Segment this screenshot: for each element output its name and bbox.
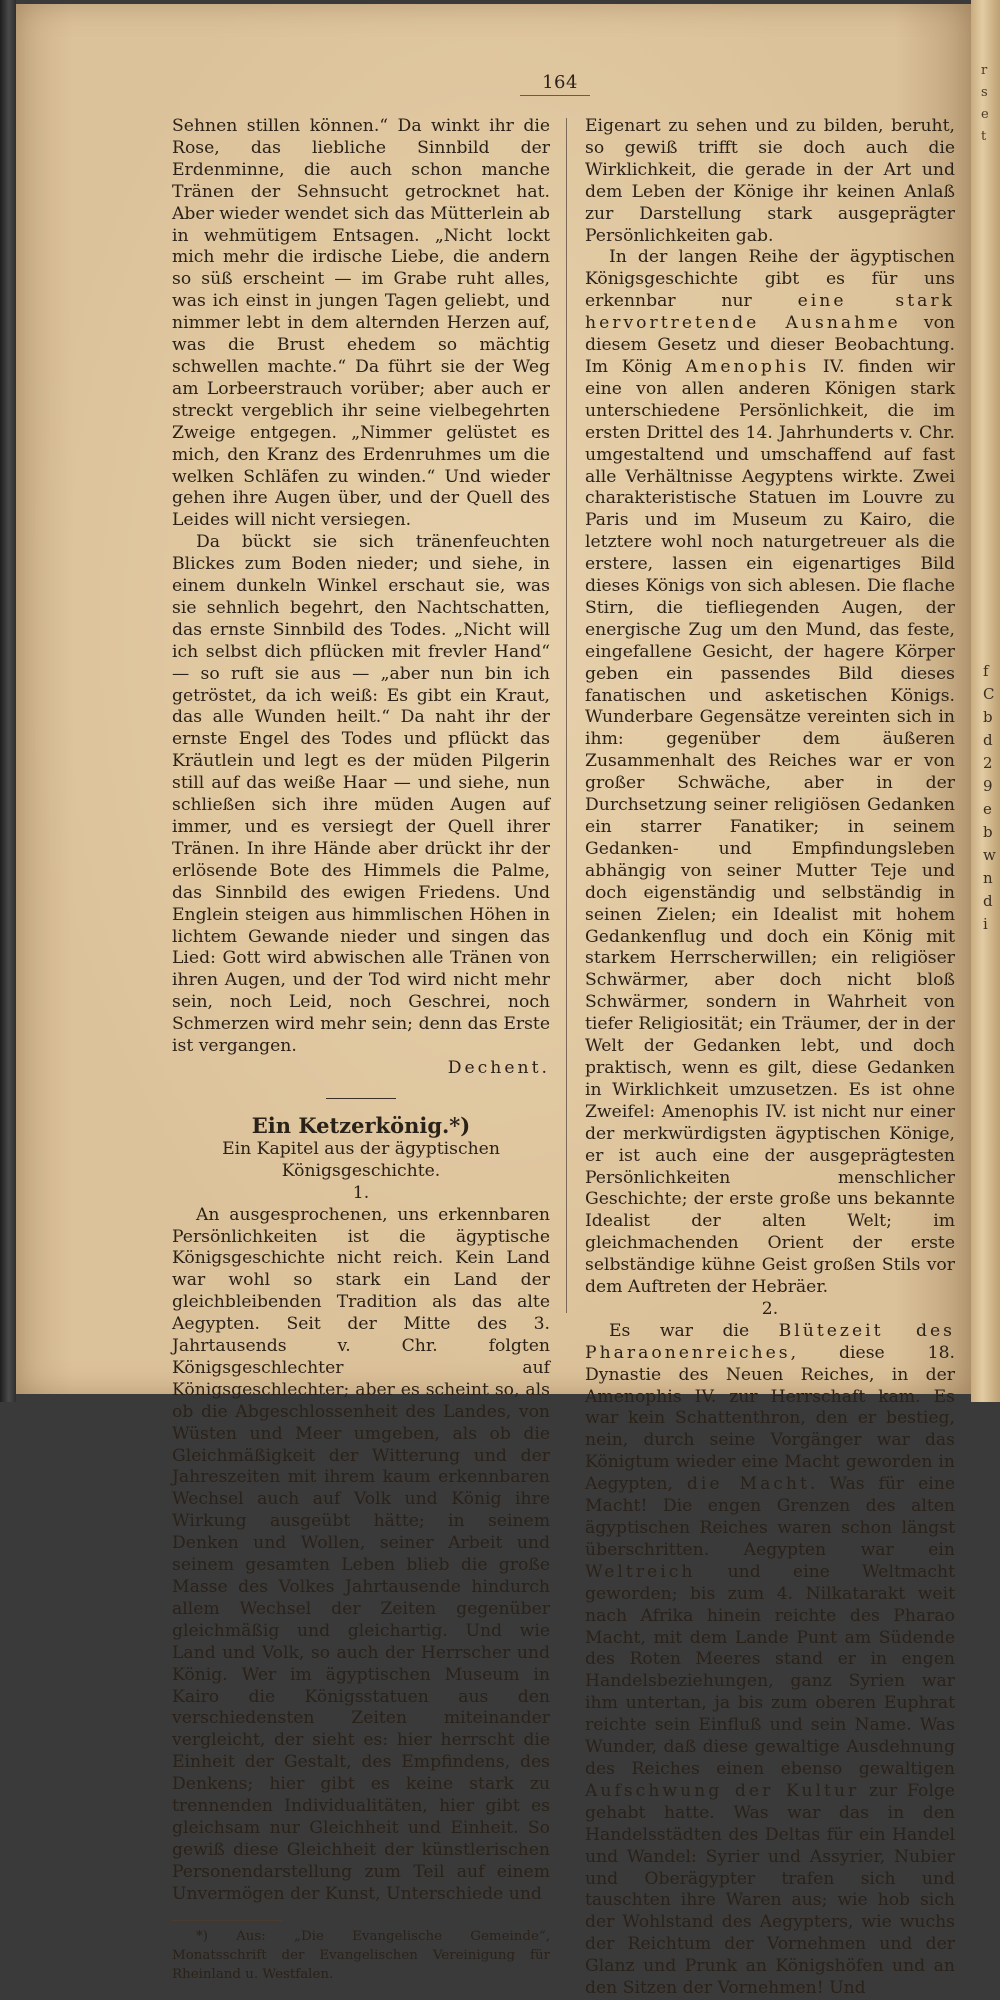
emphasized-text: die Macht <box>686 1474 810 1495</box>
text-run: Es war die <box>609 1320 750 1341</box>
adjacent-page-fragments-bottom: f C b d 2 9 e b w n d i <box>983 662 996 933</box>
page-number: 164 <box>542 72 578 93</box>
story-paragraph-2: Da bückt sie sich tränenfeuchten Blickes zum Boden nieder; und siehe, in einem dunkeln Winkel erschaut sie, was sie sehnlich begehrt, den Nachtschatten, das ernste Sinnbild des Todes. „Nicht will ich selbst dich pflücken mit frevler Hand“ — so ruft sie aus — „aber nun bin ich getröstet, da ich weiß: Es gibt ein Kraut, das alle Wunden heilt.“ Da naht ihr der ernste Engel des Todes und pflückt das Kräutlein und legt es der müden Pilgerin still auf das weiße Haar — und siehe, nun schließen sich ihre müden Augen auf immer, und es versiegt der Quell ihrer Tränen. In ihre Hände aber drückt ihr der erlösende Bote des Himmels die Palme, das Sinnbild des ewigen Friedens. Und Englein steigen aus himmlischen Höhen in lichtem Gewande nieder und singen das Lied: Gott wird abwischen alle Tränen von ihren Augen, und der Tod wird nicht mehr sein, noch Leid, noch Geschrei, noch Schmerzen wird mehr sein; denn das Erste ist vergangen. <box>172 532 550 1057</box>
text-run: . Was für eine Macht! Die engen Grenzen des alten ägyptischen Reiches waren schon längst überschritten. Aegypten war ein <box>585 1474 955 1560</box>
author-signature: Dechent. <box>447 1057 550 1078</box>
emphasized-text: eine stark hervortretende Ausnahme <box>585 291 955 334</box>
text-run: In der langen Reihe der ägyptischen Königsgeschichte gibt es für uns erkennbar nur <box>585 247 955 312</box>
adjacent-page-fragments-top: r s e t <box>981 63 989 144</box>
book-spine-edge <box>0 0 16 1402</box>
section-separator <box>326 1098 396 1099</box>
text-run: und eine Weltmacht geworden; bis zum 4. Nilkatarakt weit nach Afrika hinein reichte des Pharao Macht, mit dem Lande Punt am Südende des Roten Meeres stand er in engen Handelsbeziehungen, ganz Syrien war ihm untertan, ja bis zum oberen Euphrat reichte sein Einfluß und sein Name. Was Wunder, daß diese gewaltige Ausdehnung des Reiches einen ebenso gewaltigen <box>585 1561 956 1779</box>
left-column <box>172 116 550 1984</box>
article-subtitle: Ein Kapitel aus der ägyptischen Königsgeschichte. <box>222 1138 500 1181</box>
article-paragraph-2: Eigenart zu sehen und zu bilden, beruht, so gewiß trifft sie doch auch die Wirklichkeit, die gerade in der Art und dem Leben der Könige ihr keinen Anlaß zur Darstellung stark ausgeprägter Persönlichkeiten gab. <box>585 116 955 246</box>
page-number-rule <box>520 95 590 96</box>
footnote-rule <box>172 1920 282 1921</box>
section-number-1: 1. <box>352 1182 370 1203</box>
text-run: IV. finden wir eine von allen anderen Königen stark unterschiedene Persönlichkeit, die im ersten Drittel des 14. Jahrhunderts v. Chr. umgestaltend und umschaffend auf fast alle Verhältnisse Aegyptens wirkte. Zwei charakteristische Statuen im Louvre zu Paris und im Museum zu Kairo, die letztere wohl noch naturgetreuer als die erstere, lassen ein eigenartiges Bild dieses Königs von sich ablesen. Die flache Stirn, die tiefliegenden Augen, der energische Zug um den Mund, das feste, eingefallene Gesicht, der hagere Körper geben ein passendes Bild dieses fanatischen und asketischen Königs. Wunderbare Gegensätze vereinten sich in ihm: gegenüber dem äußeren Zusammenhalt des Reiches war er von großer Schwäche, aber in der Durchsetzung seiner religiösen Gedanken ein starrer Fanatiker; in seinem Gedanken- und Empfindungsleben abhängig von seiner Mutter Teje und doch eigenständig und selbständig in seinen Zielen; ein Idealist mit hohem Gedankenflug und doch ein König mit starkem Herrscherwillen; ein religiöser Schwärmer, aber doch nicht bloß Schwärmer, sondern in Wahrheit von tiefer Religiosität; ein Träumer, der in der Welt der Gedanken lebt, und doch praktisch, wenn es gilt, diese Gedanken in Wirklichkeit umzusetzen. Es ist ohne Zweifel: Amenophis IV. ist nicht nur einer der merkwürdigsten ägyptischen Könige, er ist auch eine der ausgeprägtesten Persönlichkeiten menschlicher Geschichte; der erste große uns bekannte Idealist der alten Welt; im gleichmachenden Orient der erste selbständige kühne Geist großen Stils vor dem Auftreten der Hebräer. <box>585 356 955 1298</box>
emphasized-text: Weltreich <box>585 1561 696 1582</box>
section-number-2: 2. <box>761 1298 779 1319</box>
footnote: *) Aus: „Die Evangelische Gemeinde“, Monatsschrift der Evangelischen Vereinigung für Rheinland u. Westfalen. <box>172 1928 550 1982</box>
emphasized-text: Blütezeit des Pharaonenreiches <box>585 1320 955 1363</box>
adjacent-page-edge <box>971 0 1000 1402</box>
article-paragraph-4 <box>585 1321 955 2000</box>
article-paragraph-1: An ausgesprochenen, uns erkennbaren Persönlichkeiten ist die ägyptische Königsgeschichte nicht reich. Kein Land war wohl so stark ein Land der gleichbleibenden Tradition als das alte Aegypten. Seit der Mitte des 3. Jahrtausends v. Chr. folgten Königsgeschlechter auf Königsgeschlechter; aber es scheint so, als ob die Abgeschlossenheit des Landes, von Wüsten und Meer umgeben, als ob die Gleichmäßigkeit der Witterung und der Jahreszeiten mit ihrem kaum erkennbaren Wechsel auch auf Volk und König ihre Wirkung ausgeübt hätte; in seinem Denken und Wollen, seiner Arbeit und seinem gesamten Leben blieb die große Masse des Volkes Jahrtausende hindurch allem Wechsel der Zeiten gegenüber gleichmäßig und gleichartig. Und wie Land und Volk, so auch der Herrscher und König. Wer im ägyptischen Museum in Kairo die Königsstatuen aus den verschiedensten Zeiten miteinander vergleicht, der sieht es: hier herrscht die Einheit der Gestalt, des Empfindens, des Denkens; hier gibt es keine stark zu trennenden Individualitäten, hier gibt es gleichsam nur Gleichheit und Einheit. So gewiß diese Gleichheit der künstlerischen Personendarstellung zum Teil auf einem Unvermögen der Kunst, Unterschiede und <box>172 1204 550 1904</box>
text-run: von diesem Gesetz und dieser Beobachtung. Im König <box>585 313 956 377</box>
right-column <box>585 116 955 2000</box>
emphasized-text: Amenophis <box>685 356 810 377</box>
text-run: , diese 18. Dynastie des Neuen Reiches, in der Amenophis IV. zur Herrschaft kam. Es war kein Schattenthron, den er bestieg, nein, durch seine Vorgänger war das Königtum wieder eine Macht geworden in Aegypten, <box>585 1342 955 1495</box>
text-run: zur Folge gehabt hatte. Was war das in den Handelsstädten des Deltas für ein Handel und Wandel: Syrier und Assyrier, Nubier und Oberägypter trafen sich und tauschten ihre Waren aus; wie hob sich der Wohlstand des Aegypters, wie wuchs der Reichtum der Vornehmen und der Glanz und Prunk an Königshöfen und an den Sitzen der Vornehmen! Und <box>585 1780 955 1999</box>
emphasized-text: Aufschwung der Kultur <box>585 1780 860 1801</box>
column-divider <box>566 118 567 1313</box>
article-paragraph-3 <box>585 247 955 1299</box>
story-paragraph-1: Sehnen stillen können.“ Da winkt ihr die Rose, das liebliche Sinnbild der Erdenminne, die auch schon manche Tränen der Sehnsucht getrocknet hat. Aber wieder wendet sich das Mütterlein ab in wehmütigem Entsagen. „Nicht lockt mich mehr die irdische Liebe, die andern so süß erscheint — im Grabe ruht alles, was ich einst in jungen Tagen geliebt, und nimmer lebt in dem alternden Herzen auf, was die Brust ehedem so mächtig schwellen machte.“ Da führt sie der Weg am Lorbeerstrauch vorüber; aber auch er streckt vergeblich ihr seine vielbegehrten Zweige entgegen. „Nimmer gelüstet es mich, den Kranz des Erdenruhmes um die welken Schläfen zu winden.“ Und wieder gehen ihre Augen über, und der Quell des Leides will nicht versiegen. <box>172 116 550 531</box>
article-title: Ein Ketzerkönig.*) <box>251 1112 471 1138</box>
